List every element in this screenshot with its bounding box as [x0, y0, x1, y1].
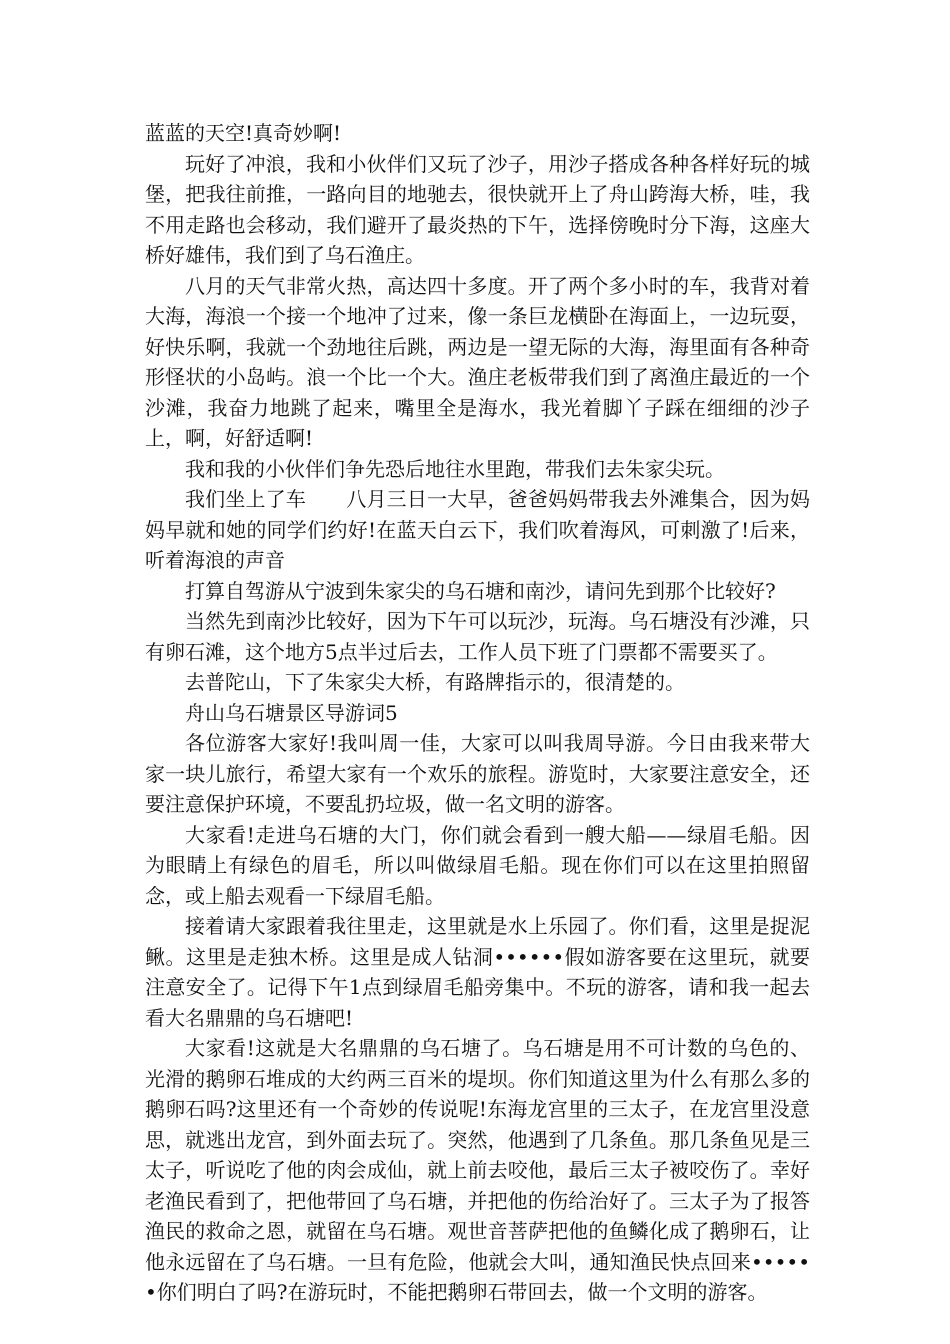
paragraph-13: 大家看!这就是大名鼎鼎的乌石塘了。乌石塘是用不可计数的乌色的、光滑的鹅卵石堆成的大约两三百米的堤坝。你们知道这里为什么有那么多的鹅卵石吗?这里还有一个奇妙的传说呢!东海龙宫里的三太子，在龙宫里没意思，就逃出龙宫，到外面去玩了。突然，他遇到了几条鱼。那几条鱼见是三太子，听说吃了他的肉会成仙，就上前去咬他，最后三太子被咬伤了。幸好老渔民看到了，把他带回了乌石塘，并把他的伤给治好了。三太子为了报答渔民的救命之恩，就留在乌石塘。观世音菩萨把他的鱼鳞化成了鹅卵石，让他永远留在了乌石塘。一旦有危险，他就会大叫，通知渔民快点回来••••••你们明白了吗?在游玩时，不能把鹅卵石带回去，做一个文明的游客。	[145, 1036, 810, 1304]
paragraph-11: 大家看!走进乌石塘的大门，你们就会看到一艘大船——绿眉毛船。因为眼睛上有绿色的眉毛，所以叫做绿眉毛船。现在你们可以在这里拍照留念，或上船去观看一下绿眉毛船。	[145, 822, 810, 908]
section-heading: 舟山乌石塘景区导游词5	[185, 700, 398, 725]
paragraph-1: 蓝蓝的天空!真奇妙啊!	[145, 121, 342, 145]
paragraph-12: 接着请大家跟着我往里走，这里就是水上乐园了。你们看，这里是捉泥鳅。这里是走独木桥。这里是成人钻洞••••••假如游客要在这里玩，就要注意安全了。记得下午1点到绿眉毛船旁集中。不玩的游客，请和我一起去看大名鼎鼎的乌石塘吧!	[145, 914, 810, 1030]
paragraph-6: 打算自驾游从宁波到朱家尖的乌石塘和南沙，请问先到那个比较好?	[185, 578, 776, 603]
paragraph-2: 玩好了冲浪，我和小伙伴们又玩了沙子，用沙子搭成各种各样好玩的城堡，把我往前推，一路向目的地驰去，很快就开上了舟山跨海大桥，哇，我不用走路也会移动，我们避开了最炎热的下午，选择傍晚时分下海，这座大桥好雄伟，我们到了乌石渔庄。	[145, 151, 810, 267]
paragraph-5: 我们坐上了车 八月三日一大早，爸爸妈妈带我去外滩集合，因为妈妈早就和她的同学们约好!在蓝天白云下，我们吹着海风，可刺激了!后来，听着海浪的声音	[145, 487, 810, 572]
paragraph-7: 当然先到南沙比较好，因为下午可以玩沙，玩海。乌石塘没有沙滩，只有卵石滩，这个地方5点半过后去，工作人员下班了门票都不需要买了。	[145, 609, 810, 664]
paragraph-3: 八月的天气非常火热，高达四十多度。开了两个多小时的车，我背对着大海，海浪一个接一个地冲了过来，像一条巨龙横卧在海面上，一边玩耍，好快乐啊，我就一个劲地往后跳，两边是一望无际的大海，海里面有各种奇形怪状的小岛屿。浪一个比一个大。渔庄老板带我们到了离渔庄最近的一个沙滩，我奋力地跳了起来，嘴里全是海水，我光着脚丫子踩在细细的沙子上，啊，好舒适啊!	[145, 273, 810, 450]
document-body	[145, 118, 810, 1308]
paragraph-8: 去普陀山，下了朱家尖大桥，有路牌指示的，很清楚的。	[185, 670, 685, 694]
paragraph-10: 各位游客大家好!我叫周一佳，大家可以叫我周导游。今日由我来带大家一块儿旅行，希望大家有一个欢乐的旅程。游览时，大家要注意安全，还要注意保护环境，不要乱扔垃圾，做一名文明的游客。	[145, 731, 810, 816]
paragraph-4: 我和我的小伙伴们争先恐后地往水里跑，带我们去朱家尖玩。	[185, 456, 725, 481]
